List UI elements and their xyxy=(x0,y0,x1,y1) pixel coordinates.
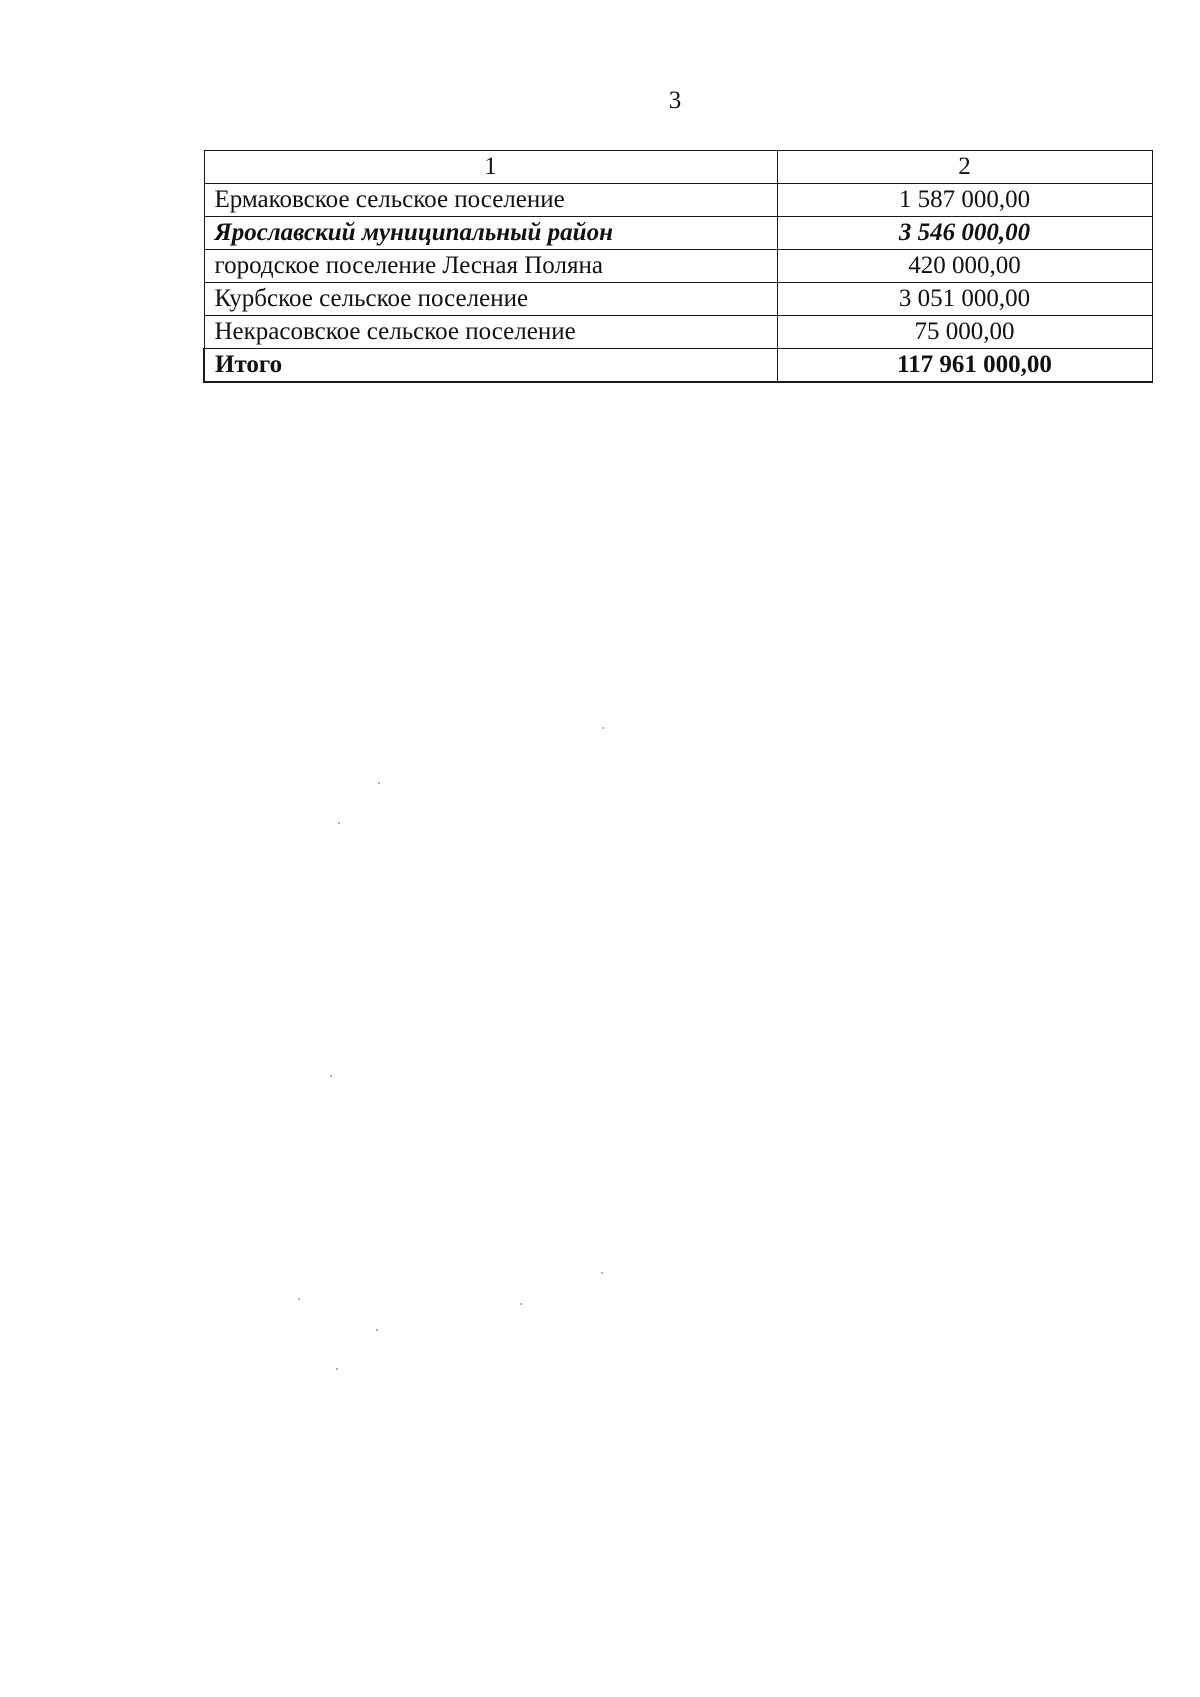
column-number-1: 1 xyxy=(204,151,777,184)
table-row xyxy=(204,184,1152,217)
total-label: Итого xyxy=(204,349,777,383)
table-row-district xyxy=(204,217,1152,250)
table-row xyxy=(204,250,1152,283)
table-header-row xyxy=(204,151,1152,184)
settlement-amount: 420 000,00 xyxy=(777,250,1152,283)
district-amount: 3 546 000,00 xyxy=(777,217,1152,250)
scan-speck xyxy=(601,1272,603,1274)
page-number: 3 xyxy=(668,87,682,114)
settlement-amount: 1 587 000,00 xyxy=(777,184,1152,217)
column-number-2: 2 xyxy=(777,151,1152,184)
scan-speck xyxy=(378,782,380,784)
scan-speck xyxy=(376,1329,378,1331)
settlement-name: Ермаковское сельское поселение xyxy=(204,184,777,217)
settlement-amount: 75 000,00 xyxy=(777,316,1152,349)
table-row xyxy=(204,316,1152,349)
settlement-name: Курбское сельское поселение xyxy=(204,283,777,316)
settlement-name: городское поселение Лесная Поляна xyxy=(204,250,777,283)
scan-speck xyxy=(520,1303,522,1305)
scan-speck xyxy=(602,727,604,729)
table-row xyxy=(204,283,1152,316)
district-name: Ярославский муниципальный район xyxy=(204,217,777,250)
scan-speck xyxy=(338,822,340,824)
scan-speck xyxy=(330,1075,332,1077)
allocation-table xyxy=(203,150,1153,383)
settlement-name: Некрасовское сельское поселение xyxy=(204,316,777,349)
settlement-amount: 3 051 000,00 xyxy=(777,283,1152,316)
total-amount: 117 961 000,00 xyxy=(777,349,1152,383)
scan-speck xyxy=(298,1298,300,1300)
table-total-row xyxy=(204,349,1152,383)
scan-speck xyxy=(336,1368,338,1370)
